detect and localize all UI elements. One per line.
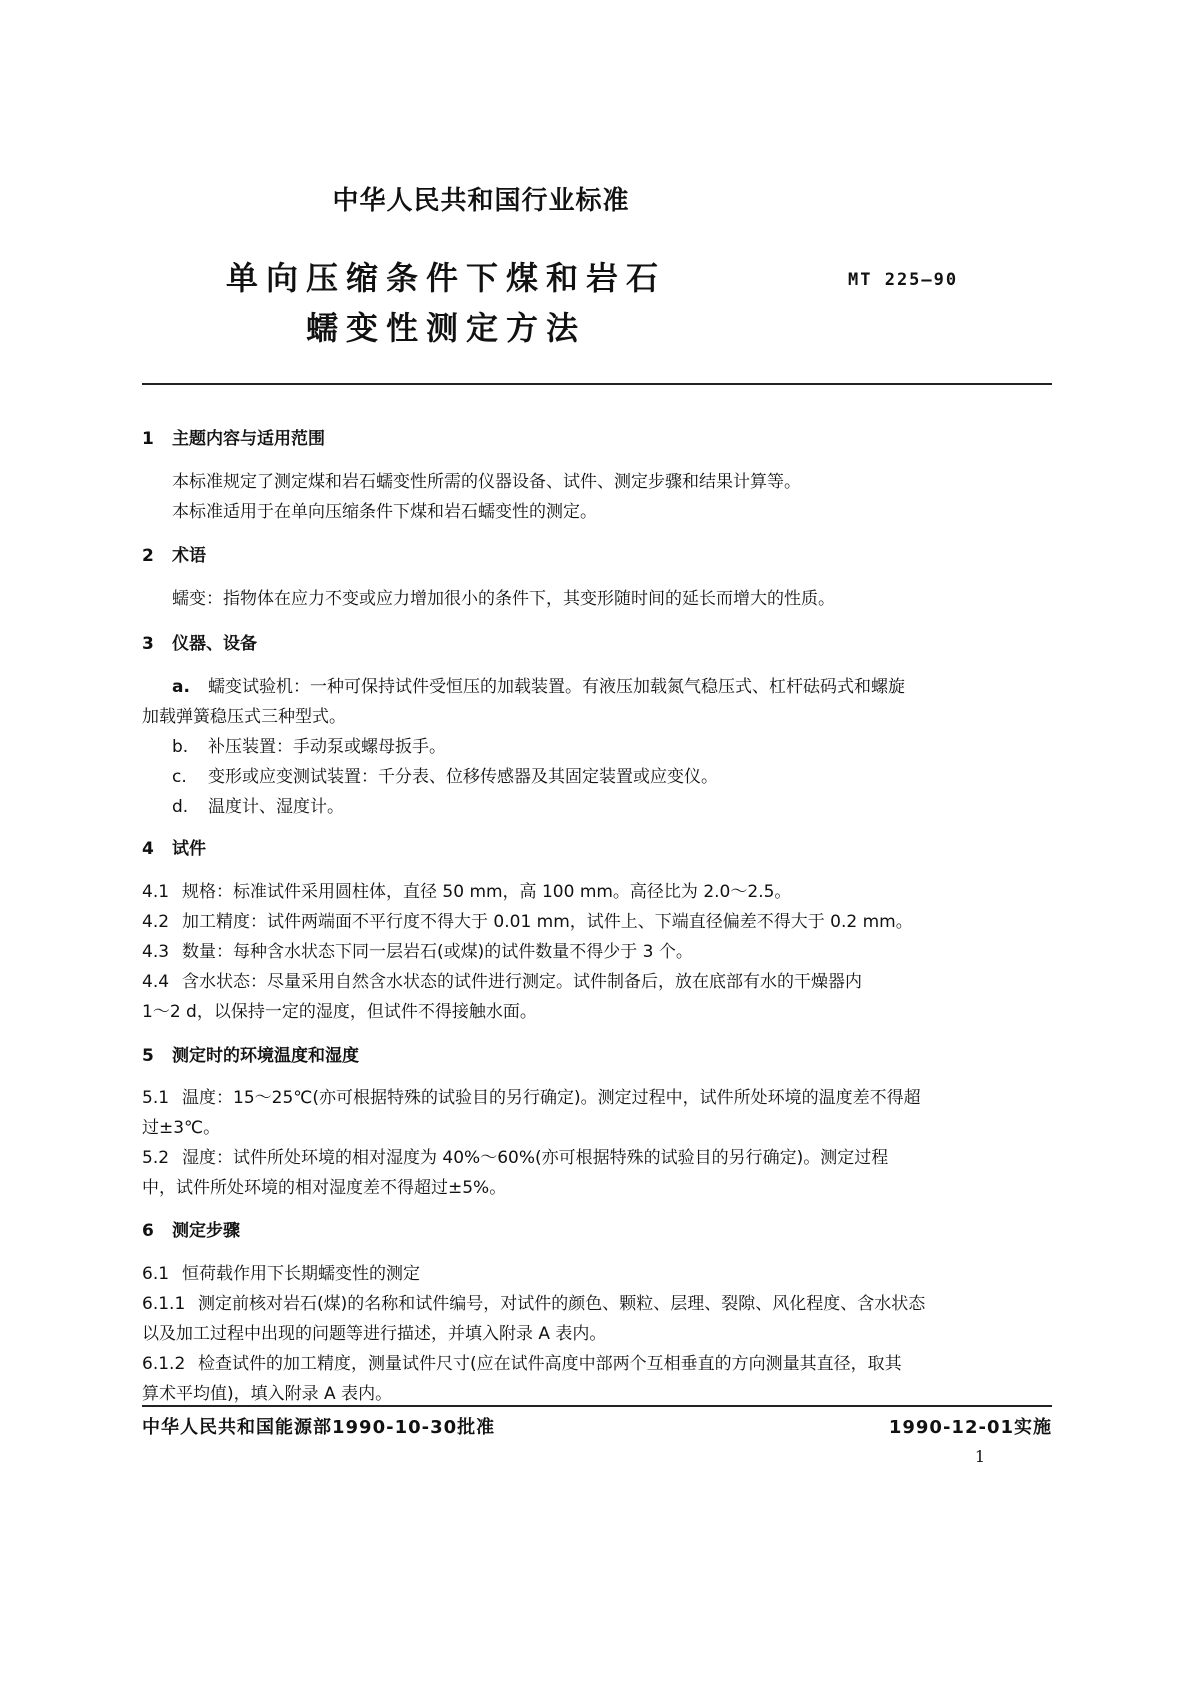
- environment-item-5-1-continued: 过±3℃。: [142, 1118, 221, 1138]
- page-number: 1: [974, 1447, 985, 1466]
- equipment-item-b: b. 补压装置：手动泵或螺母扳手。: [172, 737, 446, 757]
- section-2-paragraph-1: 蠕变：指物体在应力不变或应力增加很小的条件下，其变形随时间的延长而增大的性质。: [172, 589, 835, 609]
- procedure-item-6-1-2: 6.1.2 检查试件的加工精度，测量试件尺寸(应在试件高度中部两个互相垂直的方向测量其直径，取其: [142, 1354, 902, 1374]
- specimen-item-4-4-continued: 1～2 d，以保持一定的湿度，但试件不得接触水面。: [142, 1002, 537, 1022]
- section-4-heading: 4 试件: [142, 839, 206, 859]
- header-divider: [142, 383, 1052, 385]
- section-1-heading: 1 主题内容与适用范围: [142, 429, 325, 449]
- specimen-item-4-4: 4.4 含水状态：尽量采用自然含水状态的试件进行测定。试件制备后，放在底部有水的干燥器内: [142, 972, 862, 992]
- section-2-heading: 2 术语: [142, 546, 206, 566]
- procedure-item-6-1: 6.1 恒荷载作用下长期蠕变性的测定: [142, 1264, 420, 1284]
- equipment-item-a-continued: 加载弹簧稳压式三种型式。: [142, 707, 346, 727]
- document-title-line-2: 蠕变性测定方法: [305, 309, 586, 347]
- document-title-line-1: 单向压缩条件下煤和岩石: [225, 259, 666, 297]
- standard-code: MT 225—90: [848, 270, 959, 290]
- section-1-paragraph-1: 本标准规定了测定煤和岩石蠕变性所需的仪器设备、试件、测定步骤和结果计算等。: [172, 472, 801, 492]
- specimen-item-4-3: 4.3 数量：每种含水状态下同一层岩石(或煤)的试件数量不得少于 3 个。: [142, 942, 693, 962]
- effective-date: 1990-12-01实施: [888, 1417, 1052, 1438]
- standard-category-title: 中华人民共和国行业标准: [332, 186, 630, 216]
- specimen-item-4-1: 4.1 规格：标准试件采用圆柱体，直径 50 mm，高 100 mm。高径比为 2.0～2.5。: [142, 882, 792, 902]
- environment-item-5-2: 5.2 湿度：试件所处环境的相对湿度为 40%～60%(亦可根据特殊的试验目的另行确定)。测定过程: [142, 1148, 889, 1168]
- procedure-item-6-1-1: 6.1.1 测定前核对岩石(煤)的名称和试件编号，对试件的颜色、颗粒、层理、裂隙、风化程度、含水状态: [142, 1294, 926, 1314]
- procedure-item-6-1-1-continued: 以及加工过程中出现的问题等进行描述，并填入附录 A 表内。: [142, 1324, 607, 1344]
- procedure-item-6-1-2-continued: 算术平均值)，填入附录 A 表内。: [142, 1384, 393, 1404]
- environment-item-5-1: 5.1 温度：15～25℃(亦可根据特殊的试验目的另行确定)。测定过程中，试件所处环境的温度差不得超: [142, 1088, 921, 1108]
- section-5-heading: 5 测定时的环境温度和湿度: [142, 1046, 359, 1066]
- section-6-heading: 6 测定步骤: [142, 1221, 240, 1241]
- equipment-item-c: c. 变形或应变测试装置：千分表、位移传感器及其固定装置或应变仪。: [172, 767, 718, 787]
- section-3-heading: 3 仪器、设备: [142, 634, 257, 654]
- equipment-item-d: d. 温度计、湿度计。: [172, 797, 344, 817]
- equipment-item-a: a. 蠕变试验机：一种可保持试件受恒压的加载装置。有液压加载氮气稳压式、杠杆砝码式和螺旋: [172, 677, 905, 697]
- environment-item-5-2-continued: 中，试件所处环境的相对湿度差不得超过±5%。: [142, 1178, 507, 1198]
- section-1-paragraph-2: 本标准适用于在单向压缩条件下煤和岩石蠕变性的测定。: [172, 502, 597, 522]
- specimen-item-4-2: 4.2 加工精度：试件两端面不平行度不得大于 0.01 mm，试件上、下端直径偏差不得大于 0.2 mm。: [142, 912, 913, 932]
- approval-line: 中华人民共和国能源部1990-10-30批准: [142, 1417, 496, 1438]
- footer-divider: [142, 1405, 1052, 1407]
